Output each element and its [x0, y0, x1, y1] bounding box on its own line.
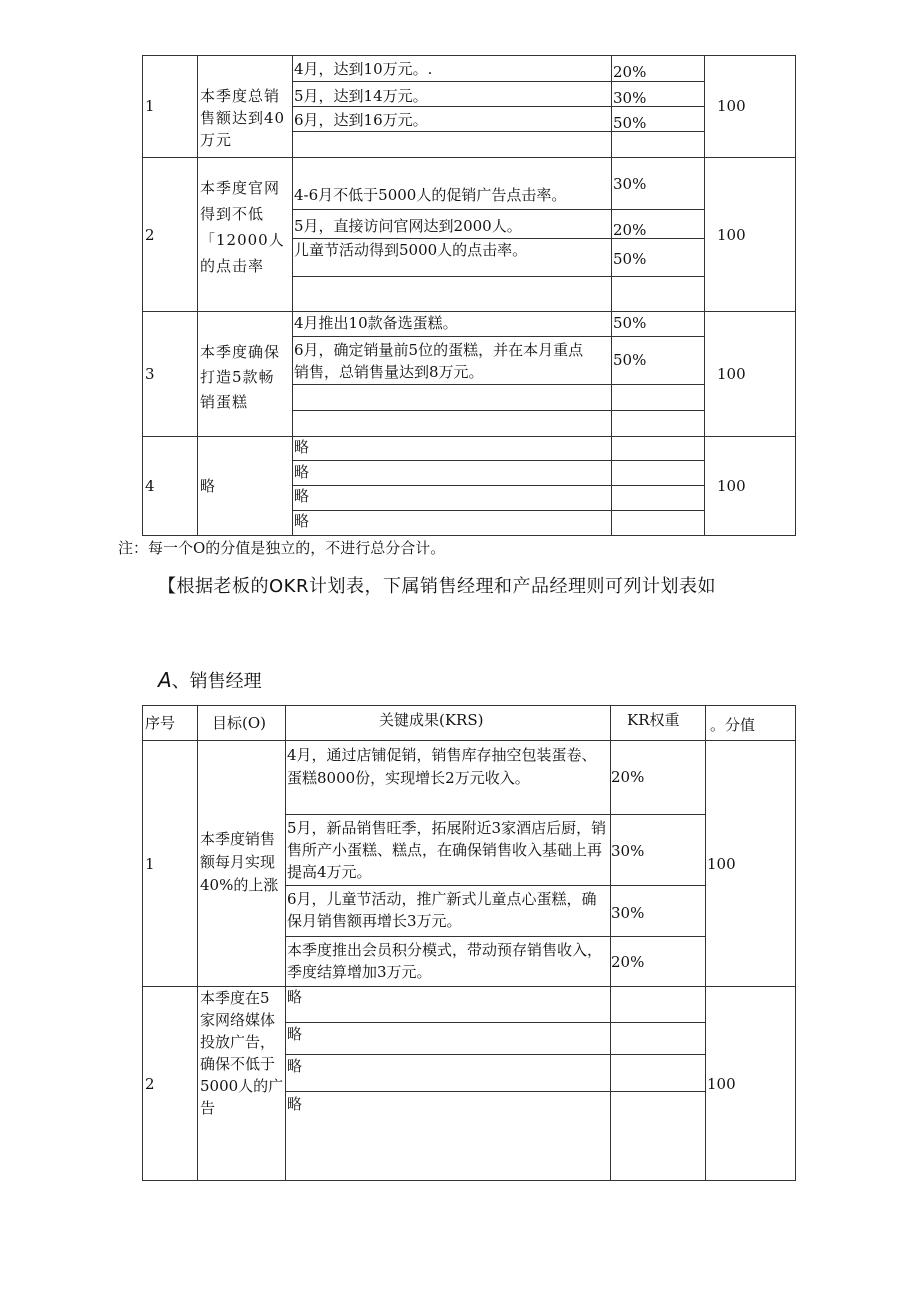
t1-row1-no-cell: [142, 55, 198, 158]
t2-row1-score: 100: [707, 855, 736, 873]
t1-row3-kr2-weight: 50%: [613, 351, 647, 369]
t2-row2-kr3-text: 略: [287, 1057, 303, 1075]
t1-row4-objective-cell: [197, 436, 293, 536]
t1-row1-kr2-cell: [292, 81, 612, 107]
t1-row3-weight-empty2-cell: [611, 410, 705, 437]
t2-row1-kr4-cell: [285, 936, 611, 987]
t1-row1-no: 1: [145, 97, 155, 115]
t2-header-objective: [197, 705, 286, 741]
t2-header-no: [142, 705, 198, 741]
t2-row1-kr4-weight: 20%: [611, 953, 645, 971]
t2-row2-kr2-cell: [285, 1022, 611, 1055]
t2-row1-kr3-cell: [285, 885, 611, 937]
t1-row4-objective: 略: [200, 477, 216, 495]
t1-row4-kr3-text: 略: [294, 487, 310, 505]
t1-row4-kr2-cell: [292, 460, 612, 486]
t1-row2-objective: 本季度官网得到不低「12000人的点击率: [200, 179, 285, 275]
t1-row3-score-cell: [704, 311, 796, 437]
subheading-letter: A: [158, 668, 172, 692]
t1-row2-kr3-cell: [292, 238, 612, 277]
t2-row1-kr1-cell: [285, 740, 611, 815]
t2-row2-objective: 本季度在5家网络媒体投放广告，确保不低于5000人的广告: [200, 989, 284, 1117]
t1-row1-kr1-cell: [292, 55, 612, 82]
t2-row1-kr3-text: 6月，儿童节活动，推广新式儿童点心蛋糕，确保月销售额再增长3万元。: [287, 890, 597, 930]
t1-row2-kr3-weight: 50%: [613, 250, 647, 268]
t2-row1-kr2-weight: 30%: [611, 842, 645, 860]
t1-row1-kr2-text: 5月，达到14万元。: [294, 87, 428, 105]
t1-row3-kr1-weight-cell: [611, 311, 705, 337]
t1-row2-no-cell: [142, 157, 198, 312]
t2-row1-kr3-weight-cell: [610, 885, 706, 937]
t1-row2-no: 2: [145, 226, 155, 244]
table-note: 注：每一个O的分值是独立的，不进行总分合计。: [118, 539, 446, 557]
t2-header-weight: [610, 705, 706, 741]
t2-row1-kr1-text: 4月，通过店铺促销，销售库存抽空包装蛋卷、蛋糕8000份，实现增长2万元收入。: [287, 746, 597, 787]
t1-row2-objective-cell: [197, 157, 293, 312]
t1-row4-kr1-text: 略: [294, 438, 310, 456]
t1-row1-kr3-text: 6月，达到16万元。: [294, 111, 428, 129]
t2-row2-kr3-cell: [285, 1054, 611, 1092]
section-heading: 【根据老板的OKR计划表，下属销售经理和产品经理则可列计划表如: [158, 576, 716, 597]
t2-row2-score-cell: [705, 986, 796, 1181]
t2-row1-kr3-weight: 30%: [611, 904, 645, 922]
t2-row1-kr2-weight-cell: [610, 814, 706, 886]
t1-row3-no-cell: [142, 311, 198, 437]
t1-row1-kr2-weight: 30%: [613, 89, 647, 107]
t1-row1-kr3-weight-cell: [611, 106, 705, 132]
t1-row4-score: 100: [717, 477, 746, 495]
t2-row1-kr1-weight-cell: [610, 740, 706, 815]
t2-row2-score: 100: [707, 1075, 736, 1093]
t2-header-no-label: 序号: [145, 714, 176, 732]
t2-row2-kr4-weight-cell: [610, 1091, 706, 1181]
t2-row1-objective: 本季度销售额每月实现40%的上涨: [200, 830, 279, 894]
t1-row1-kr2-weight-cell: [611, 81, 705, 107]
t1-row2-kr-empty-cell: [292, 276, 612, 312]
t2-row2-no-cell: [142, 986, 198, 1181]
t2-row2-kr1-cell: [285, 986, 611, 1023]
t1-row4-kr1-cell: [292, 436, 612, 461]
t1-row2-kr1-text: 4-6月不低于5000人的促销广告点击率。: [294, 186, 567, 204]
t1-row3-objective-cell: [197, 311, 293, 437]
t1-row4-no: 4: [145, 477, 155, 495]
t1-row3-objective: 本季度确保打造5款畅销蛋糕: [200, 343, 281, 411]
t2-row1-objective-cell: [197, 740, 286, 987]
t2-header-score: [705, 705, 796, 741]
t1-row1-kr3-cell: [292, 106, 612, 132]
t1-row4-kr2-text: 略: [294, 463, 310, 481]
t1-row1-kr1-weight: 20%: [613, 63, 647, 81]
t1-row1-kr1-text: 4月，达到10万元。.: [294, 60, 433, 78]
t1-row1-kr3-weight: 50%: [613, 114, 647, 132]
t1-row2-kr2-weight: 20%: [613, 221, 647, 239]
t1-row3-kr1-weight: 50%: [613, 314, 647, 332]
t2-row1-kr2-cell: [285, 814, 611, 886]
t2-header-krs-label: 关键成果(KRS): [379, 711, 484, 729]
t2-row2-no: 2: [145, 1075, 155, 1093]
t1-row1-objective: 本季度总销售额达到40万元: [200, 87, 286, 149]
t1-row1-score: 100: [717, 97, 746, 115]
t1-row1-kr-empty-cell: [292, 131, 612, 158]
t1-row4-kr3-cell: [292, 485, 612, 511]
t1-row3-kr1-cell: [292, 311, 612, 337]
t2-row2-kr2-weight-cell: [610, 1022, 706, 1055]
t2-row2-kr4-cell: [285, 1091, 611, 1181]
t1-row3-no: 3: [145, 365, 155, 383]
t1-row1-kr1-weight-cell: [611, 55, 705, 82]
t2-row2-objective-cell: [197, 986, 286, 1181]
t1-row4-kr4-weight-cell: [611, 510, 705, 536]
t2-header-krs: [285, 705, 611, 741]
t2-header-weight-label: KR权重: [627, 711, 680, 729]
t1-row1-objective-cell: [197, 55, 293, 158]
t1-row3-score: 100: [717, 365, 746, 383]
t2-row2-kr3-weight-cell: [610, 1054, 706, 1092]
t1-row3-kr2-cell: [292, 336, 612, 385]
t1-row3-kr-empty1-cell: [292, 384, 612, 411]
t1-row3-weight-empty1-cell: [611, 384, 705, 411]
t1-row4-kr4-cell: [292, 510, 612, 536]
t2-row1-kr1-weight: 20%: [611, 768, 645, 786]
t1-row2-score: 100: [717, 226, 746, 244]
t2-row2-kr2-text: 略: [287, 1025, 303, 1043]
t2-row1-kr4-text: 本季度推出会员积分模式，带动预存销售收入，季度结算增加3万元。: [287, 941, 603, 981]
t1-row3-kr1-text: 4月推出10款备选蛋糕。: [294, 314, 458, 332]
t1-row4-no-cell: [142, 436, 198, 536]
t1-row4-score-cell: [704, 436, 796, 536]
t1-row2-weight-empty-cell: [611, 276, 705, 312]
t1-row2-kr1-cell: [292, 157, 612, 210]
t2-header-objective-label: 目标(O): [212, 714, 267, 732]
t2-row1-no-cell: [142, 740, 198, 987]
t1-row4-kr2-weight-cell: [611, 460, 705, 486]
t1-row4-kr4-text: 略: [294, 512, 310, 530]
t1-row2-kr2-text: 5月，直接访问官网达到2000人。: [294, 217, 522, 235]
t1-row2-kr1-weight: 30%: [613, 175, 647, 193]
t1-row2-kr3-weight-cell: [611, 238, 705, 277]
t1-row3-kr-empty2-cell: [292, 410, 612, 437]
t2-row2-kr4-text: 略: [287, 1095, 303, 1113]
t1-row3-kr2-text: 6月，确定销量前5位的蛋糕，并在本月重点销售，总销售量达到8万元。: [294, 341, 584, 381]
t1-row4-kr1-weight-cell: [611, 436, 705, 461]
t1-row3-kr2-weight-cell: [611, 336, 705, 385]
t1-row2-kr2-weight-cell: [611, 209, 705, 239]
t1-row2-kr3-text: 儿童节活动得到5000人的点击率。: [294, 241, 528, 259]
t1-row1-score-cell: [704, 55, 796, 158]
t1-row2-kr2-cell: [292, 209, 612, 239]
t2-header-score-label: 。分值: [710, 716, 756, 734]
t2-row1-kr2-text: 5月，新品销售旺季，拓展附近3家酒店后厨，销售所产小蛋糕、糕点，在确保销售收入基础上再提高4万元。: [287, 819, 607, 881]
t1-row2-score-cell: [704, 157, 796, 312]
t2-row2-kr1-text: 略: [287, 988, 303, 1006]
t1-row2-kr1-weight-cell: [611, 157, 705, 210]
t1-row1-weight-empty-cell: [611, 131, 705, 158]
subheading-text: 、销售经理: [171, 671, 262, 692]
subheading-sales-manager: [158, 666, 262, 695]
t2-row1-score-cell: [705, 740, 796, 987]
t1-row4-kr3-weight-cell: [611, 485, 705, 511]
t2-row2-kr1-weight-cell: [610, 986, 706, 1023]
t2-row1-no: 1: [145, 855, 155, 873]
t2-row1-kr4-weight-cell: [610, 936, 706, 987]
